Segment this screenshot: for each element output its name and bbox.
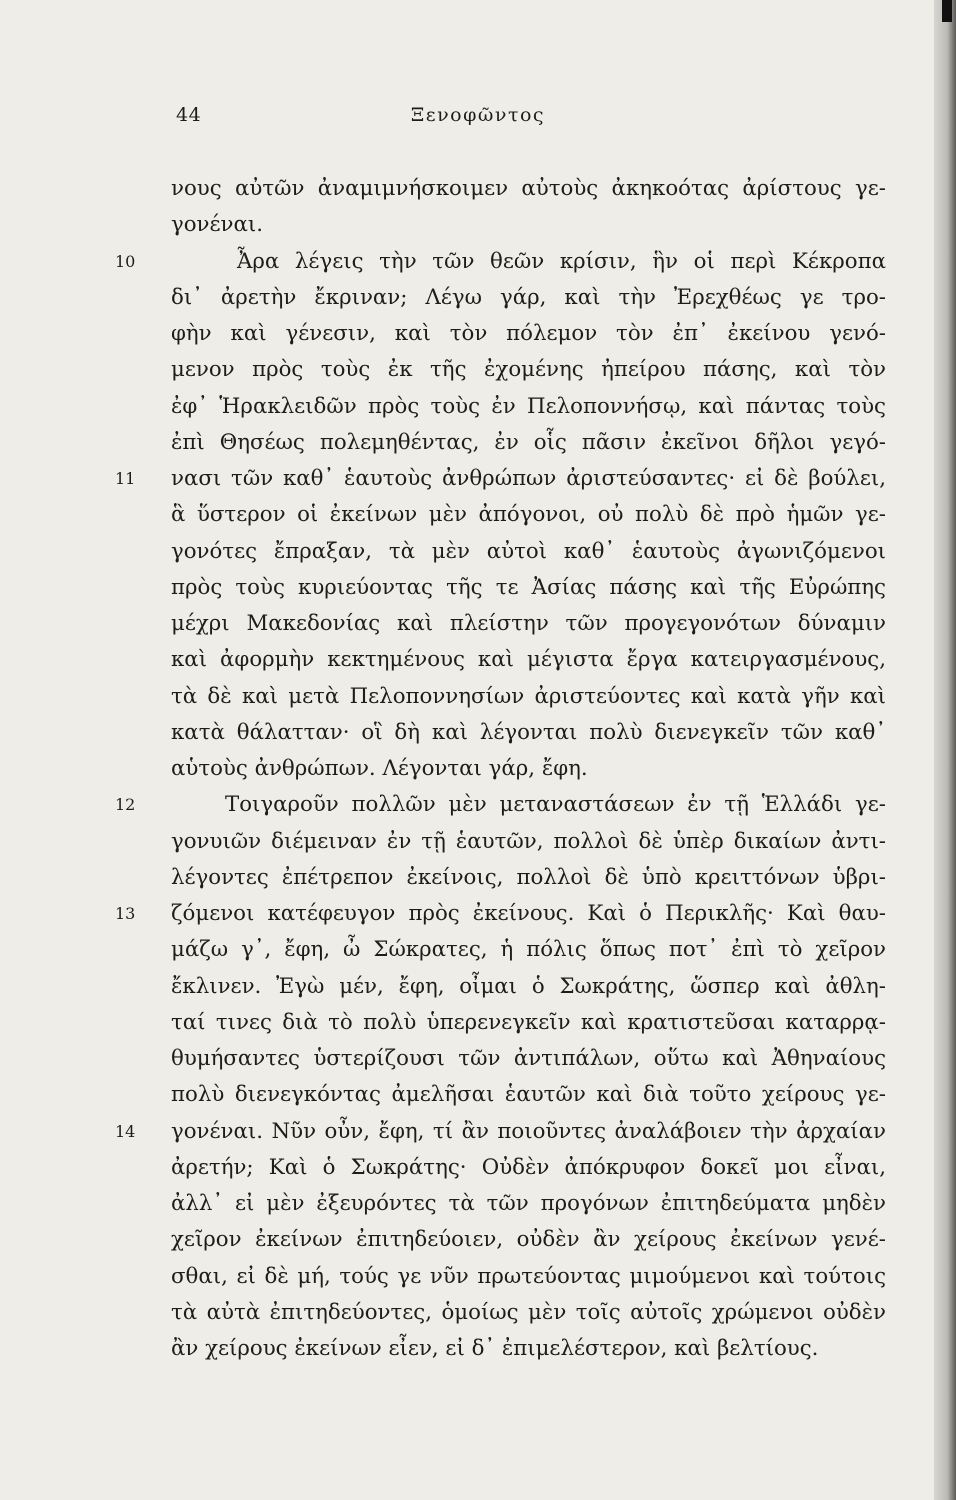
line-text: γονέναι. [171,212,263,238]
line-text: κατὰ θάλατταν· οἳ δὴ καὶ λέγονται πολὺ διενεγκεῖν τῶν καθ᾿ [171,719,886,745]
section-number: 11 [115,469,136,488]
text-line [115,787,886,823]
line-text: νους αὐτῶν ἀναμιμνήσκοιμεν αὐτοὺς ἀκηκοότας ἀρίστους γε- [171,176,886,201]
running-title: Ξενοφῶντος [410,104,546,126]
page-edge-shadow [934,0,956,1500]
line-text: μάζω γ᾿, ἔφη, ὦ Σώκρατες, ἡ πόλις ὅπως ποτ᾿ ἐπὶ τὸ χεῖρον [171,937,886,963]
line-text: γονότες ἔπραξαν, τὰ μὲν αὐτοὶ καθ᾿ ἑαυτοὺς ἀγωνιζόμενοι [171,538,886,564]
line-text: αὑτοὺς ἀνθρώπων. Λέγονται γάρ, ἔφη. [171,756,588,781]
text-line [115,244,886,280]
line-text: πολὺ διενεγκόντας ἀμελῆσαι ἑαυτῶν καὶ διὰ τοῦτο χείρους γε- [171,1082,886,1108]
text-line [171,497,886,533]
line-text: ταί τινες διὰ τὸ πολὺ ὑπερενεγκεῖν καὶ κρατιστεῦσαι καταρρᾳ- [171,1009,886,1035]
line-text: ἔκλινεν. Ἐγὼ μέν, ἔφη, οἶμαι ὁ Σωκράτης, ὥσπερ καὶ ἀθλη- [171,973,886,999]
line-text: ἀλλ᾿ εἰ μὲν ἐξευρόντες τὰ τῶν προγόνων ἐπιτηδεύματα μηδὲν [171,1191,886,1216]
line-text: καὶ ἀφορμὴν κεκτημένους καὶ μέγιστα ἔργα κατειργασμένους, [171,647,886,673]
text-line [171,715,886,751]
text-line [115,461,886,497]
text-line [171,1295,886,1331]
text-line [171,1222,886,1258]
text-line [171,534,886,570]
section-number: 13 [115,904,136,923]
text-line [171,1150,886,1186]
line-text: θυμήσαντες ὑστερίζουσι τῶν ἀντιπάλων, οὕτω καὶ Ἀθηναίους [171,1046,886,1071]
main-text [115,171,886,1367]
line-text: ἀρετήν; Καὶ ὁ Σωκράτης· Οὐδὲν ἀπόκρυφον δοκεῖ μοι εἶναι, [171,1154,886,1180]
line-text: Ἆρα λέγεις τὴν τῶν θεῶν κρίσιν, ἣν οἱ περὶ Κέκροπα [237,248,886,274]
text-line [115,1114,886,1150]
text-line [171,352,886,388]
line-text: δι᾿ ἀρετὴν ἔκριναν; Λέγω γάρ, καὶ τὴν Ἐρεχθέως γε τρο- [171,284,886,310]
line-text: γονέναι. Νῦν οὖν, ἔφη, τί ἂν ποιοῦντες ἀναλάβοιεν τὴν ἀρχαίαν [171,1118,886,1144]
section-number: 12 [115,795,136,815]
line-text: πρὸς τοὺς κυριεύοντας τῆς τε Ἀσίας πάσης καὶ τῆς Εὐρώπης [171,574,886,600]
text-line [171,1331,886,1367]
text-line [171,824,886,860]
text-line [171,207,886,243]
line-text: νασι τῶν καθ᾿ ἑαυτοὺς ἀνθρώπων ἀριστεύσαντες· εἰ δὲ βούλει, [171,466,886,491]
text-line [171,425,886,461]
page-number: 44 [176,104,202,126]
text-line [171,1005,886,1041]
line-text: σθαι, εἰ δὲ μή, τούς γε νῦν πρωτεύοντας μιμούμενοι καὶ τούτοις [171,1263,886,1289]
text-line [171,570,886,606]
line-text: γονυιῶν διέμειναν ἐν τῇ ἑαυτῶν, πολλοὶ δὲ ὑπὲρ δικαίων ἀντι- [171,828,886,854]
line-text: μενον πρὸς τοὺς ἐκ τῆς ἐχομένης ἠπείρου πάσης, καὶ τὸν [171,357,886,383]
section-number: 10 [115,251,136,271]
scan-edge-mark [942,0,952,22]
line-text: χεῖρον ἐκείνων ἐπιτηδεύοιεν, οὐδὲν ἂν χείρους ἐκείνων γενέ- [171,1227,886,1253]
page-header [0,104,956,134]
text-line [171,1186,886,1222]
text-line [171,969,886,1005]
text-line [171,606,886,642]
line-text: ἐφ᾿ Ἡρακλειδῶν πρὸς τοὺς ἐν Πελοποννήσῳ, καὶ πάντας τοὺς [171,393,886,419]
line-text: τὰ δὲ καὶ μετὰ Πελοποννησίων ἀριστεύοντες καὶ κατὰ γῆν καὶ [171,683,886,709]
text-line [171,389,886,425]
text-line [171,860,886,896]
text-line [171,1077,886,1113]
line-text: Τοιγαροῦν πολλῶν μὲν μεταναστάσεων ἐν τῇ Ἑλλάδι γε- [225,792,886,818]
text-line [115,896,886,932]
line-text: ἂν χείρους ἐκείνων εἶεν, εἰ δ᾿ ἐπιμελέστερον, καὶ βελτίους. [171,1336,819,1361]
text-line [171,1259,886,1295]
line-text: ζόμενοι κατέφευγον πρὸς ἐκείνους. Καὶ ὁ Περικλῆς· Καὶ θαυ- [171,901,886,926]
section-number: 14 [115,1121,136,1141]
text-line [171,171,886,207]
line-text: ἃ ὕστερον οἱ ἐκείνων μὲν ἀπόγονοι, οὐ πολὺ δὲ πρὸ ἡμῶν γε- [171,502,886,528]
line-text: μέχρι Μακεδονίας καὶ πλείστην τῶν προγεγονότων δύναμιν [171,611,886,636]
text-line [171,679,886,715]
text-line [171,280,886,316]
text-line [171,932,886,968]
line-text: λέγοντες ἐπέτρεπον ἐκείνοις, πολλοὶ δὲ ὑπὸ κρειττόνων ὑβρι- [171,864,886,890]
line-text: φὴν καὶ γένεσιν, καὶ τὸν πόλεμον τὸν ἐπ᾿ ἐκείνου γενό- [171,321,886,346]
text-line [171,751,886,787]
line-text: τὰ αὐτὰ ἐπιτηδεύοντες, ὁμοίως μὲν τοῖς αὐτοῖς χρώμενοι οὐδὲν [171,1299,886,1325]
text-line [171,1041,886,1077]
text-line [171,642,886,678]
text-line [171,316,886,352]
line-text: ἐπὶ Θησέως πολεμηθέντας, ἐν οἷς πᾶσιν ἐκεῖνοι δῆλοι γεγό- [171,429,886,455]
